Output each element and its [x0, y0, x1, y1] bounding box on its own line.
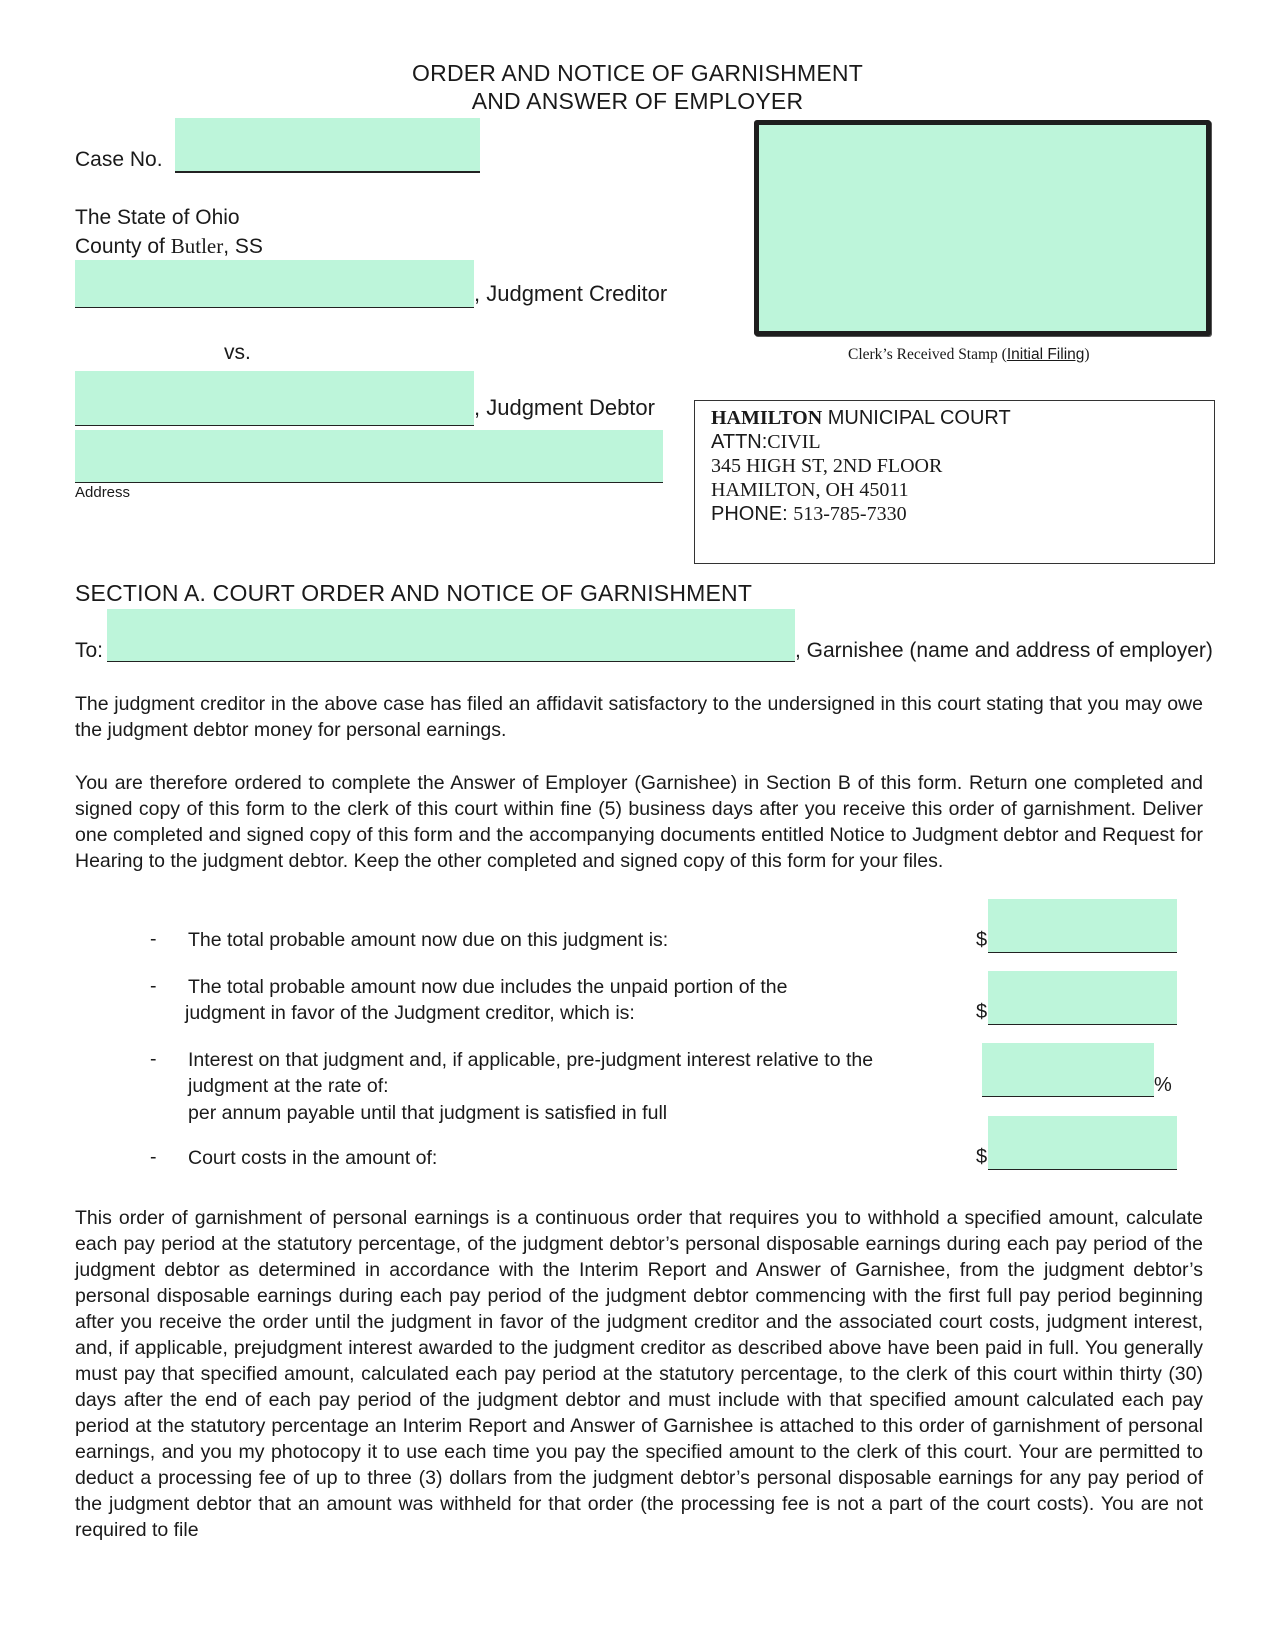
item2-dash: -: [150, 975, 157, 997]
county-label: [75, 234, 263, 259]
court-street: 345 HIGH ST, 2ND FLOOR: [711, 455, 943, 477]
court-name-bold: HAMILTON: [711, 407, 823, 429]
county-name: Butler: [170, 234, 224, 258]
total-probable-amount-field[interactable]: [988, 899, 1177, 953]
item2-line2: judgment in favor of the Judgment creditor, which is:: [185, 1002, 635, 1024]
item3-line1: Interest on that judgment and, if applicable, pre-judgment interest relative to the: [188, 1049, 874, 1071]
section-a-heading: SECTION A. COURT ORDER AND NOTICE OF GARNISHMENT: [75, 580, 753, 606]
item4-dash: -: [150, 1146, 157, 1168]
garnishee-field[interactable]: [107, 609, 795, 662]
clerk-stamp-box[interactable]: [754, 120, 1211, 336]
paragraph-affidavit: The judgment creditor in the above case has filed an affidavit satisfactory to the undersigned in this court stating that you may owe the judgment debtor money for personal earnings.: [75, 693, 1203, 741]
court-city: HAMILTON, OH 45011: [711, 479, 909, 501]
county-suffix: , SS: [223, 235, 263, 258]
court-name: [711, 406, 1198, 430]
item3-line3: per annum payable until that judgment is satisfied in full: [188, 1102, 668, 1124]
versus-label: vs.: [224, 341, 251, 364]
item3-dash: -: [150, 1048, 157, 1070]
court-costs-field[interactable]: [988, 1116, 1177, 1170]
item1-text: The total probable amount now due on this judgment is:: [188, 929, 669, 951]
item4-dollar-sign: $: [976, 1146, 988, 1168]
clerk-stamp-label: [848, 346, 1090, 364]
to-label: To:: [75, 639, 104, 662]
case-no-field[interactable]: [175, 118, 480, 173]
court-phone: [711, 502, 1198, 526]
county-prefix: County of: [75, 235, 171, 258]
court-name-rest: MUNICIPAL COURT: [822, 407, 1011, 429]
clerk-stamp-prefix: Clerk’s Received Stamp (: [848, 346, 1007, 363]
interest-rate-field[interactable]: [982, 1043, 1154, 1097]
case-no-label: Case No.: [75, 148, 163, 171]
paragraph-order: You are therefore ordered to complete the Answer of Employer (Garnishee) in Section B of this form. Return one completed and signed copy of this form to the clerk of this court within fine (5) business days after you receive this order of garnishment. Deliver one completed and signed copy of this form and the accompanying documents entitled Notice to Judgment debtor and Request for Hearing to the judgment debtor. Keep the other completed and signed copy of this form for your files.: [75, 772, 1203, 872]
judgment-debtor-label: , Judgment Debtor: [474, 395, 655, 420]
judgment-creditor-label: , Judgment Creditor: [474, 281, 668, 306]
state-label: The State of Ohio: [75, 206, 240, 229]
item3-percent-sign: %: [1154, 1074, 1172, 1096]
court-phone-label: PHONE:: [711, 503, 794, 525]
judgment-debtor-field[interactable]: [75, 371, 474, 426]
garnishee-label: , Garnishee (name and address of employer): [795, 639, 1213, 662]
item2-dollar-sign: $: [976, 1001, 988, 1023]
debtor-address-field[interactable]: [75, 430, 663, 483]
court-attn-prefix: ATTN:: [711, 431, 768, 453]
address-label: Address: [75, 484, 131, 501]
item1-dollar-sign: $: [976, 929, 988, 951]
form-title-line2: AND ANSWER OF EMPLOYER: [471, 88, 804, 114]
form-title-line1: ORDER AND NOTICE OF GARNISHMENT: [412, 60, 863, 86]
judgment-creditor-field[interactable]: [75, 260, 474, 308]
initial-filing-link: Initial Filing: [1006, 346, 1085, 363]
court-phone-value: 513-785-7330: [793, 503, 907, 525]
clerk-stamp-suffix: ): [1084, 346, 1090, 363]
item2-line1: The total probable amount now due includes the unpaid portion of the: [188, 976, 788, 998]
court-attn-value: CIVIL: [767, 431, 821, 453]
court-attn: [711, 430, 1198, 454]
item4-text: Court costs in the amount of:: [188, 1147, 438, 1169]
item1-dash: -: [150, 928, 157, 950]
court-address-box: [694, 400, 1215, 564]
item3-line2: judgment at the rate of:: [188, 1075, 389, 1097]
unpaid-judgment-field[interactable]: [988, 971, 1177, 1025]
paragraph-continuous-order: This order of garnishment of personal earnings is a continuous order that requires you to withhold a specified amount, calculate each pay period at the statutory percentage, of the judgment debtor’s personal disposable earnings during each pay period of the judgment debtor as determined in accordance with the Interim Report and Answer of Garnishee, from the judgment debtor’s personal disposable earnings during each pay period of the judgment debtor commencing with the first full pay period beginning after you receive the order until the judgment in favor of the judgment creditor and the associated court costs, judgment interest, and, if applicable, prejudgment interest awarded to the judgment creditor as described above have been paid in full. You generally must pay that specified amount, calculated each pay period at the statutory percentage, to the clerk of this court within thirty (30) days after the end of each pay period of the judgment debtor and must include with that specified amount calculated each pay period at the statutory percentage an Interim Report and Answer of Garnishee is attached to this order of garnishment of personal earnings, and you my photocopy it to use each time you pay the specified amount to the clerk of this court. Your are permitted to deduct a processing fee of up to three (3) dollars from the judgment debtor’s personal disposable earnings for any pay period of the judgment debtor that an amount was withheld for that order (the processing fee is not a part of the court costs). You are not required to file: [75, 1207, 1203, 1541]
